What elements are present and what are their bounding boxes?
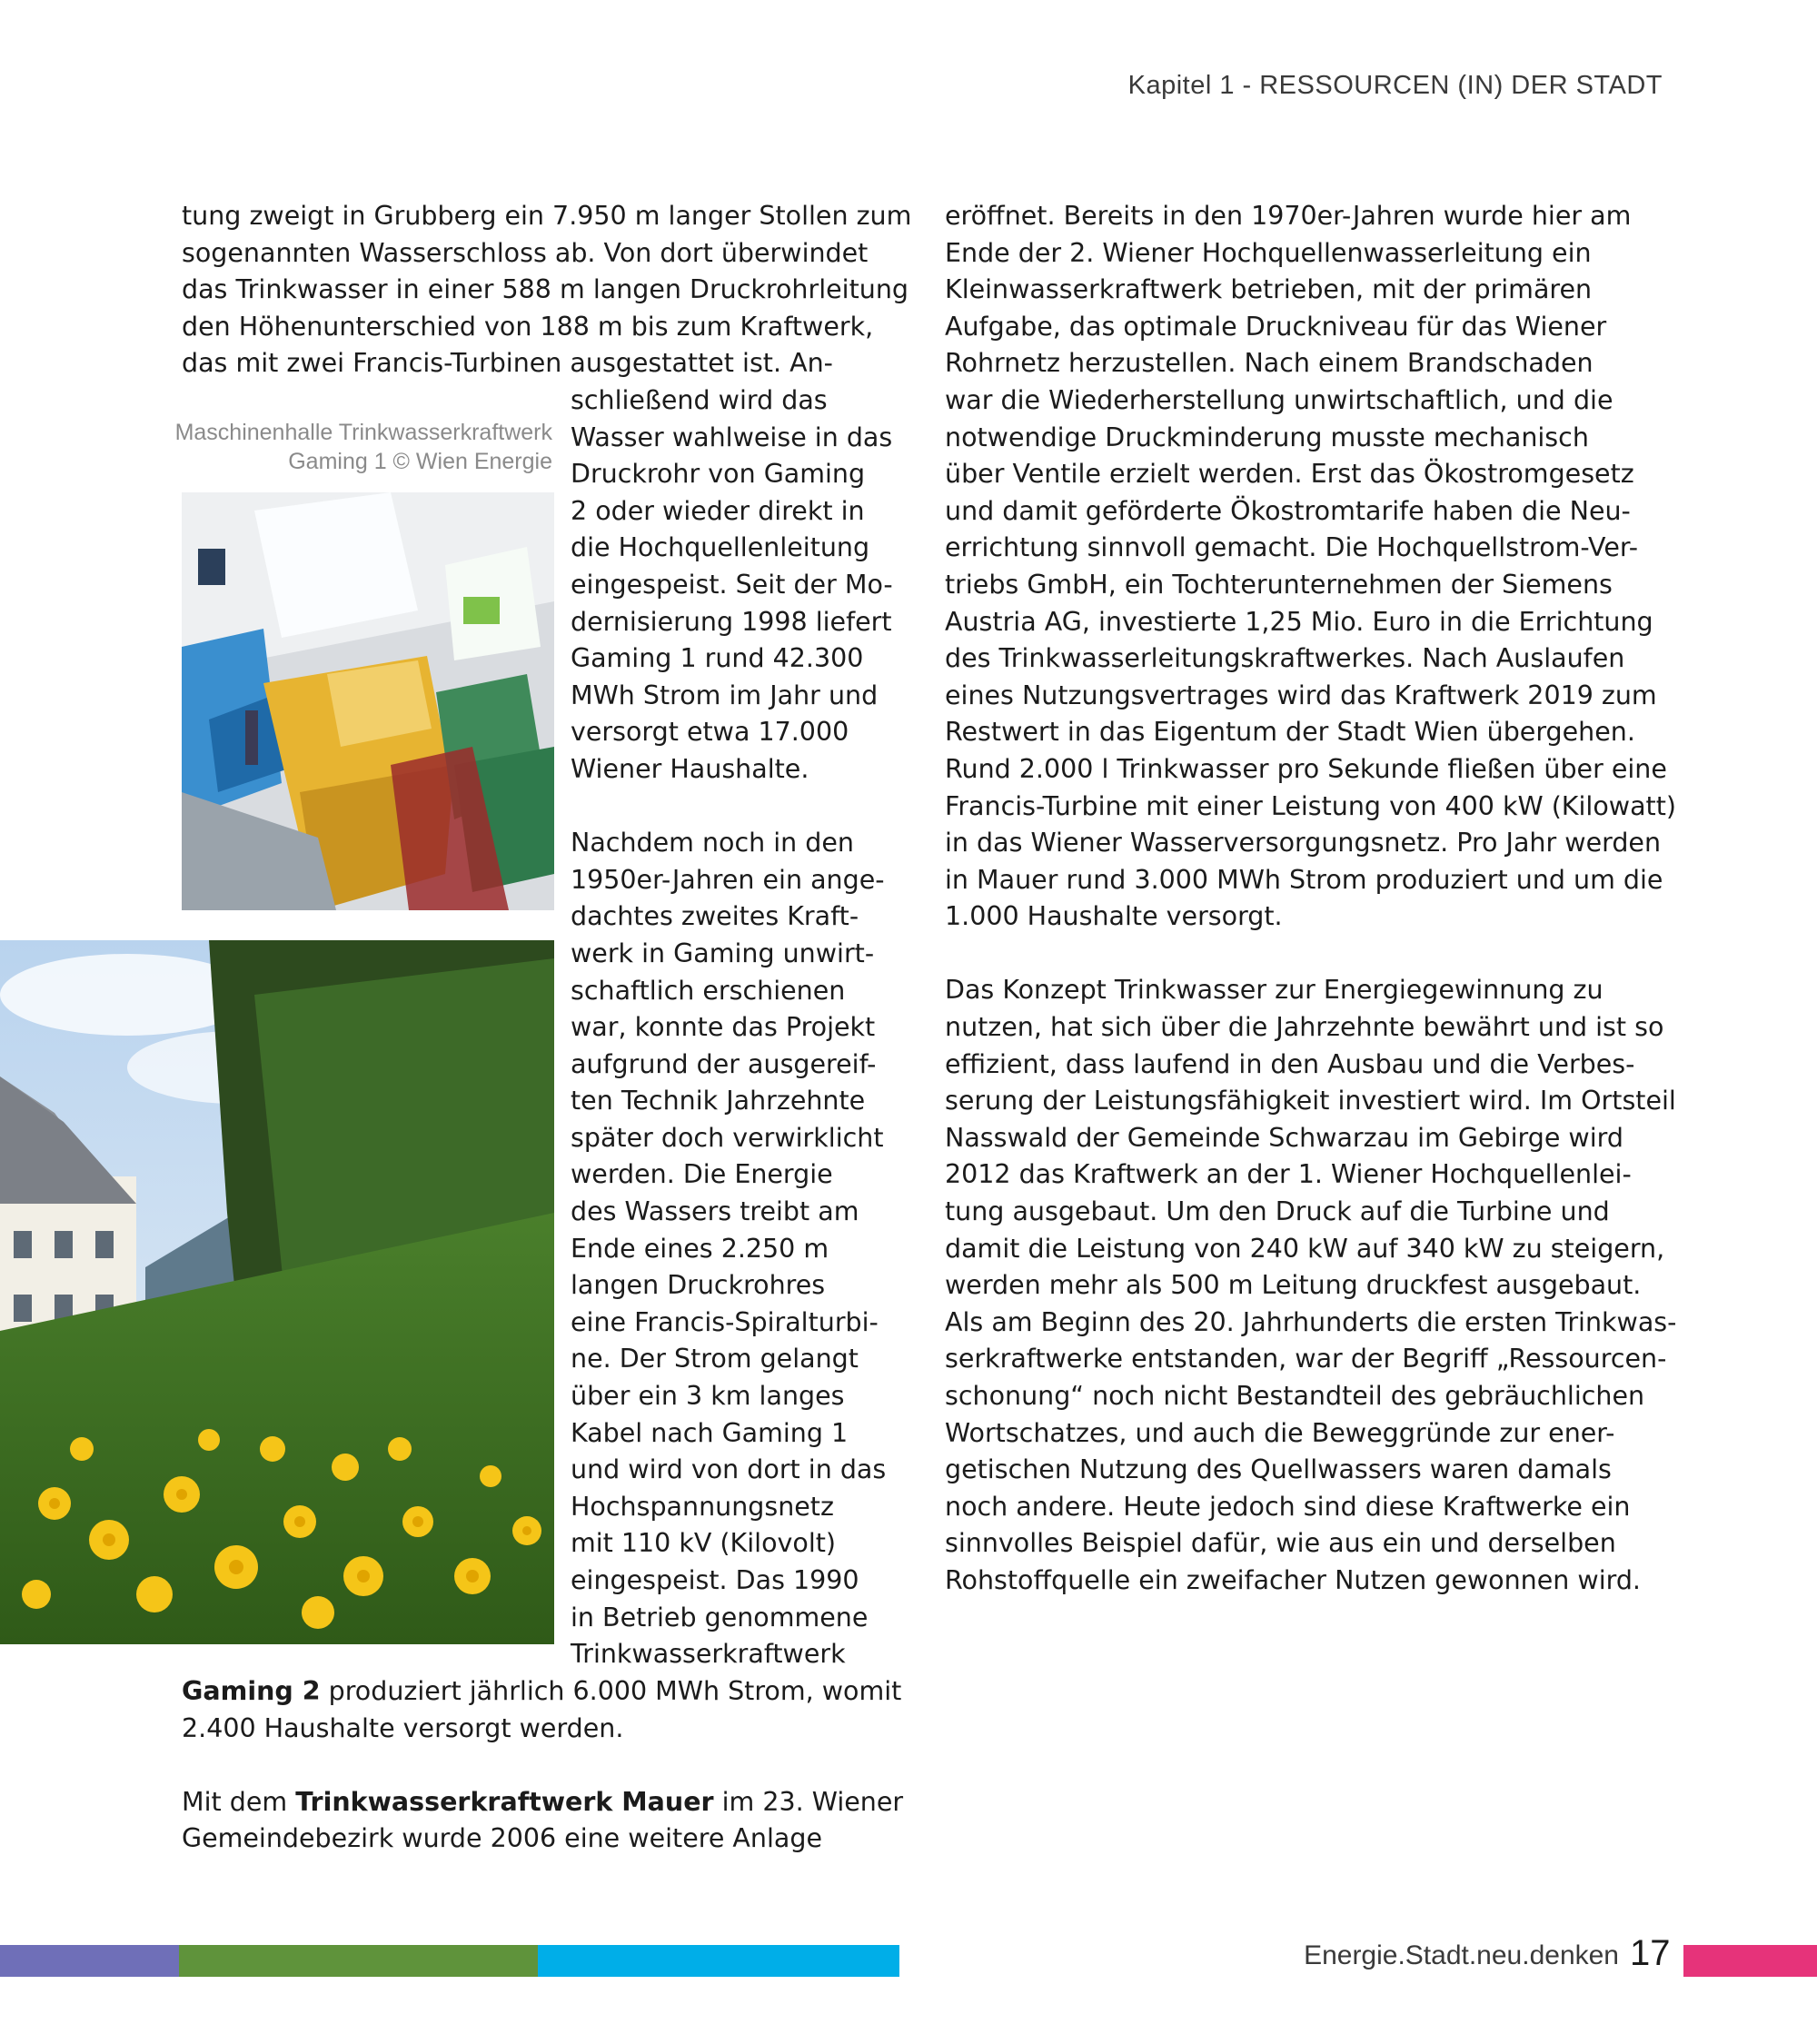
left-top-line: das mit zwei Francis-Turbinen ausgestattet ist. An- [182, 348, 833, 379]
left-top-line: sogenannten Wasserschloss ab. Von dort überwindet [182, 237, 869, 268]
right-column-line: damit die Leistung von 240 kW auf 340 kW zu steigern, [945, 1233, 1665, 1264]
narrow-column-line: schaftlich erschienen [571, 975, 846, 1006]
photo-caption [175, 418, 552, 476]
narrow-column-line: Druckrohr von Gaming [571, 459, 866, 490]
narrow-column-line: Wiener Haushalte. [571, 753, 809, 784]
right-column-line: des Trinkwasserleitungskraftwerkes. Nach Auslaufen [945, 643, 1625, 674]
narrow-column-line: schließend wird das [571, 385, 828, 415]
narrow-column-line: des Wassers treibt am [571, 1196, 859, 1227]
narrow-column-line: Nachdem noch in den [571, 828, 854, 858]
narrow-column-line: langen Druckrohres [571, 1270, 826, 1301]
right-column-line: getischen Nutzung des Quellwassers waren damals [945, 1454, 1612, 1485]
mauer-pre: Mit dem [182, 1786, 296, 1817]
narrow-column-line: dachtes zweites Kraft- [571, 901, 859, 932]
narrow-column-line: Gaming 1 rund 42.300 [571, 643, 864, 674]
right-column-line: Francis-Turbine mit einer Leistung von 400 kW (Kilowatt) [945, 790, 1677, 821]
right-column-line: in das Wiener Wasserversorgungsnetz. Pro Jahr werden [945, 828, 1662, 858]
narrow-column-line: ten Technik Jahrzehnte [571, 1086, 866, 1116]
machine-hall-photo [182, 492, 554, 910]
landscape-photo [0, 940, 554, 1644]
narrow-column-line: eingespeist. Das 1990 [571, 1565, 859, 1595]
right-column-line: Ende der 2. Wiener Hochquellenwasserleitung ein [945, 237, 1592, 268]
right-column-line: und damit geförderte Ökostromtarife haben die Neu- [945, 495, 1631, 526]
left-column-top [182, 198, 911, 382]
narrow-column-line: Hochspannungsnetz [571, 1491, 834, 1522]
narrow-column-line: ne. Der Strom gelangt [571, 1344, 859, 1374]
narrow-column-line: über ein 3 km langes [571, 1381, 845, 1412]
left-top-line: das Trinkwasser in einer 588 m langen Druckrohrleitung [182, 274, 908, 305]
right-column-line: Rohrnetz herzustellen. Nach einem Brandschaden [945, 348, 1594, 379]
right-column-line: serung der Leistungsfähigkeit investiert wird. Im Ortsteil [945, 1086, 1676, 1116]
right-column-line: errichtung sinnvoll gemacht. Die Hochquellstrom-Ver- [945, 532, 1639, 563]
right-column-line: 1.000 Haushalte versorgt. [945, 901, 1283, 932]
narrow-column-line: eingespeist. Seit der Mo- [571, 569, 893, 600]
right-column-line: Aufgabe, das optimale Druckniveau für das Wiener [945, 311, 1607, 342]
narrow-column-line: versorgt etwa 17.000 [571, 717, 849, 748]
right-column-line: Rund 2.000 l Trinkwasser pro Sekunde fließen über eine [945, 753, 1667, 784]
right-column-line: tung ausgebaut. Um den Druck auf die Turbine und [945, 1196, 1610, 1227]
right-column-line: eines Nutzungsvertrages wird das Kraftwerk 2019 zum [945, 680, 1657, 710]
right-column-line: 2012 das Kraftwerk an der 1. Wiener Hochquellenlei- [945, 1159, 1632, 1190]
narrow-column-line: 1950er-Jahren ein ange- [571, 864, 885, 895]
right-column-line: Restwert in das Eigentum der Stadt Wien übergehen. [945, 717, 1635, 748]
narrow-column-line: später doch verwirklicht [571, 1122, 884, 1153]
narrow-column-line: Ende eines 2.250 m [571, 1233, 829, 1264]
right-column-line: werden mehr als 500 m Leitung druckfest ausgebaut. [945, 1270, 1642, 1301]
left-top-line: den Höhenunterschied von 188 m bis zum Kraftwerk, [182, 311, 874, 342]
right-column-line: war die Wiederherstellung unwirtschaftlich, und die [945, 384, 1613, 415]
footer-bar-green [179, 1945, 538, 1977]
gaming2-bold: Gaming 2 [182, 1676, 321, 1706]
mauer-rest: im 23. Wiener [713, 1786, 904, 1817]
narrow-column-line: eine Francis-Spiralturbi- [571, 1306, 879, 1337]
right-column-line: über Ventile erzielt werden. Erst das Ökostromgesetz [945, 459, 1634, 490]
right-column-line: in Mauer rund 3.000 MWh Strom produziert und um die [945, 864, 1663, 895]
right-column-line: eröffnet. Bereits in den 1970er-Jahren wurde hier am [945, 201, 1632, 231]
footer-bar-pink [1683, 1945, 1817, 1977]
right-column-line: sinnvolles Beispiel dafür, wie aus ein und derselben [945, 1528, 1616, 1559]
right-column-line: schonung“ noch nicht Bestandteil des gebräuchlichen [945, 1381, 1645, 1411]
right-column-line: Als am Beginn des 20. Jahrhunderts die ersten Trinkwas- [945, 1306, 1677, 1337]
narrow-column-line: MWh Strom im Jahr und [571, 680, 879, 710]
right-column-line: Rohstoffquelle ein zweifacher Nutzen gewonnen wird. [945, 1564, 1641, 1595]
narrow-column-line: Trinkwasserkraftwerk [571, 1639, 846, 1670]
narrow-column-line: aufgrund der ausgereif- [571, 1048, 877, 1079]
right-column-line: Wortschatzes, und auch die Beweggründe zur ener- [945, 1417, 1615, 1448]
footer-bar-purple [0, 1945, 179, 1977]
mauer-line [182, 1784, 903, 1821]
left-top-line: tung zweigt in Grubberg ein 7.950 m langer Stollen zum [182, 201, 912, 231]
narrow-column-line: war, konnte das Projekt [571, 1012, 876, 1043]
narrow-column-line: und wird von dort in das [571, 1454, 887, 1485]
narrow-column [571, 382, 893, 1673]
narrow-column-line: die Hochquellenleitung [571, 532, 870, 563]
narrow-column-line: werk in Gaming unwirt- [571, 938, 875, 968]
district-line: Gemeindebezirk wurde 2006 eine weitere Anlage [182, 1823, 822, 1854]
households-line: 2.400 Haushalte versorgt werden. [182, 1712, 624, 1743]
narrow-column-line: mit 110 kV (Kilovolt) [571, 1528, 837, 1559]
narrow-column-line: dernisierung 1998 liefert [571, 606, 892, 637]
right-column-line: nutzen, hat sich über die Jahrzehnte bewährt und ist so [945, 1012, 1664, 1043]
narrow-column-line: werden. Die Energie [571, 1159, 833, 1190]
narrow-column-line: 2 oder wieder direkt in [571, 495, 865, 526]
right-column-line: Kleinwasserkraftwerk betrieben, mit der primären [945, 274, 1593, 305]
right-column [945, 198, 1676, 1600]
footer-brand: Energie.Stadt.neu.denken [1304, 1940, 1619, 1970]
narrow-column-line: Wasser wahlweise in das [571, 422, 893, 452]
right-column-line: effizient, dass laufend in den Ausbau und die Verbes- [945, 1048, 1635, 1079]
gaming2-line [182, 1673, 903, 1711]
right-column-line: Austria AG, investierte 1,25 Mio. Euro in die Errichtung [945, 606, 1653, 637]
narrow-column-line: in Betrieb genommene [571, 1602, 869, 1632]
narrow-column-line: Kabel nach Gaming 1 [571, 1417, 849, 1448]
right-column-line: triebs GmbH, ein Tochterunternehmen der Siemens [945, 569, 1613, 600]
right-column-line: Nasswald der Gemeinde Schwarzau im Gebirge wird [945, 1122, 1623, 1153]
right-column-line: notwendige Druckminderung musste mechanisch [945, 422, 1589, 452]
caption-line-1: Maschinenhalle Trinkwasserkraftwerk [174, 420, 552, 445]
mauer-bold: Trinkwasserkraftwerk Mauer [295, 1786, 714, 1817]
left-column-bottom [182, 1673, 903, 1858]
right-column-line: Das Konzept Trinkwasser zur Energiegewinnung zu [945, 975, 1604, 1006]
right-column-line: serkraftwerke entstanden, war der Begriff „Ressourcen- [945, 1344, 1667, 1374]
footer-bar-blue [538, 1945, 899, 1977]
caption-line-2: Gaming 1 © Wien Energie [288, 449, 552, 474]
right-column-line: noch andere. Heute jedoch sind diese Kraftwerke ein [945, 1491, 1631, 1522]
chapter-header: Kapitel 1 - RESSOURCEN (IN) DER STADT [1127, 71, 1663, 100]
gaming2-rest: produziert jährlich 6.000 MWh Strom, womit [320, 1676, 902, 1706]
page-number: 17 [1630, 1933, 1671, 1973]
